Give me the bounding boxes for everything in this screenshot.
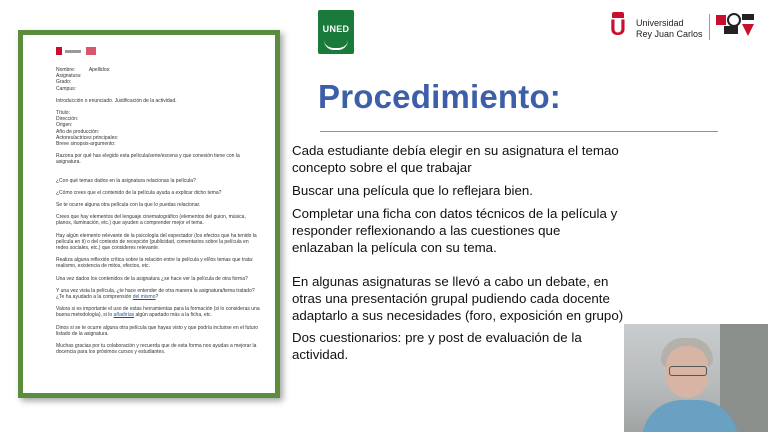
form-question: Una vez dados los contenidos de la asignatura ¿se hace ver la película de otra forma? [56, 275, 248, 282]
form-field-anio: Año de producción: [56, 128, 100, 135]
form-field-sinopsis: Breve sinopsis-argumento: [56, 141, 116, 148]
slide-title: Procedimiento: [318, 78, 562, 115]
form-field-origen: Origen: [56, 122, 73, 129]
form-document-image [18, 30, 280, 398]
uned-logo-arc [324, 40, 348, 50]
form-question: Valora si es importante el uso de estas herramientas para la formación (si lo consideras una buena metodología), si lo añadirías algún apartado más a la ficha, etc. [56, 306, 262, 319]
paragraph-3: Completar una ficha con datos técnicos de la película y responder reflexionando a las cuestiones que enlazaban la película con su tema. [292, 206, 618, 255]
logo-divider [709, 14, 710, 40]
urjc-u-icon: U [610, 15, 626, 40]
presenter-webcam [624, 324, 768, 432]
urjc-name: Universidad Rey Juan Carlos [636, 18, 703, 39]
presenter-glasses [669, 366, 707, 376]
form-question: ¿Cómo crees que el contenido de la película ayuda a explicar dicho tema? [56, 189, 222, 196]
form-field-direccion: Dirección: [56, 116, 79, 123]
urjc-mini-logo [56, 47, 62, 55]
paragraph-4: En algunas asignaturas se llevó a cabo un debate, en otras una presentación grupal pudiendo cada docente adaptarlo a sus necesidades (foro, exposición en grupo) [292, 274, 624, 323]
form-field-asignatura: Asignatura: [56, 73, 82, 80]
form-question: Realiza alguna reflexión crítica sobre la relación entre la película y el/los temas que trata: realismo, existencia de mitos, efectos, etc. [56, 257, 255, 270]
uned-logo-text: UNED [322, 24, 350, 34]
form-question: Se te ocurre alguna otra película con la que lo puedas relacionar. [56, 202, 201, 209]
form-field-grado: Grado: [56, 79, 72, 86]
form-field-titulo: Título: [56, 110, 70, 117]
anniversary-logo-icon [714, 12, 758, 38]
uned-logo [318, 10, 354, 54]
form-question: ¿Con qué temas dados en la asignatura relacionas la película? [56, 177, 196, 184]
form-question: Hay algún elemento relevante de la psicología del espectador (los efectos que ha tenido la película en ti) o del contexto de recepción (publicidad, comentarios sobre la película en redes sociales, etc.) que consideres relevante. [56, 232, 259, 252]
form-page [23, 35, 275, 393]
form-field-campus: Campus: [56, 85, 77, 92]
form-question: Dinos si se te ocurre alguna otra película que hayas visto y que podría incluirse en el futuro listado de la asignatura. [56, 324, 260, 337]
urjc-mini-wordmark [65, 50, 81, 53]
urjc-logo [610, 12, 762, 40]
title-underline [320, 131, 718, 132]
form-question: Y una vez vista la película, ¿te hace entender de otra manera la asignatura/tema tratado? ¿Te ha ayudado a la comprensión del mismo? [56, 287, 257, 301]
document-header-logos [56, 47, 96, 55]
paragraph-2: Buscar una película que lo reflejara bien. [292, 183, 533, 198]
form-text [56, 67, 261, 356]
form-field-nombre: Nombre: Apellidos: [56, 67, 111, 73]
form-field-actores: Actores/actrices principales: [56, 134, 119, 141]
anniversary-mini-logo [86, 47, 96, 55]
form-thanks: Muchas gracias por tu colaboración y recuerda que de esta forma nos ayudas a mejorar la docencia para los próximos cursos y estudiantes. [56, 343, 258, 356]
form-question: Crees que hay elementos del lenguaje cinematográfico (elementos del guion, música, planos, iluminación, etc.) que ayuden a comprender mejor el tema. [56, 214, 248, 227]
paragraph-5: Dos cuestionarios: pre y post de evaluación de la actividad. [292, 330, 582, 362]
form-question: Razona por qué has elegido esta película/serie/escena y que conexión tiene con la asignatura. [56, 153, 242, 166]
paragraph-1: Cada estudiante debía elegir en su asignatura el temao concepto sobre el que trabajar [292, 143, 619, 175]
form-intro: Introducción o enunciado. Justificación de la actividad. [56, 97, 177, 104]
